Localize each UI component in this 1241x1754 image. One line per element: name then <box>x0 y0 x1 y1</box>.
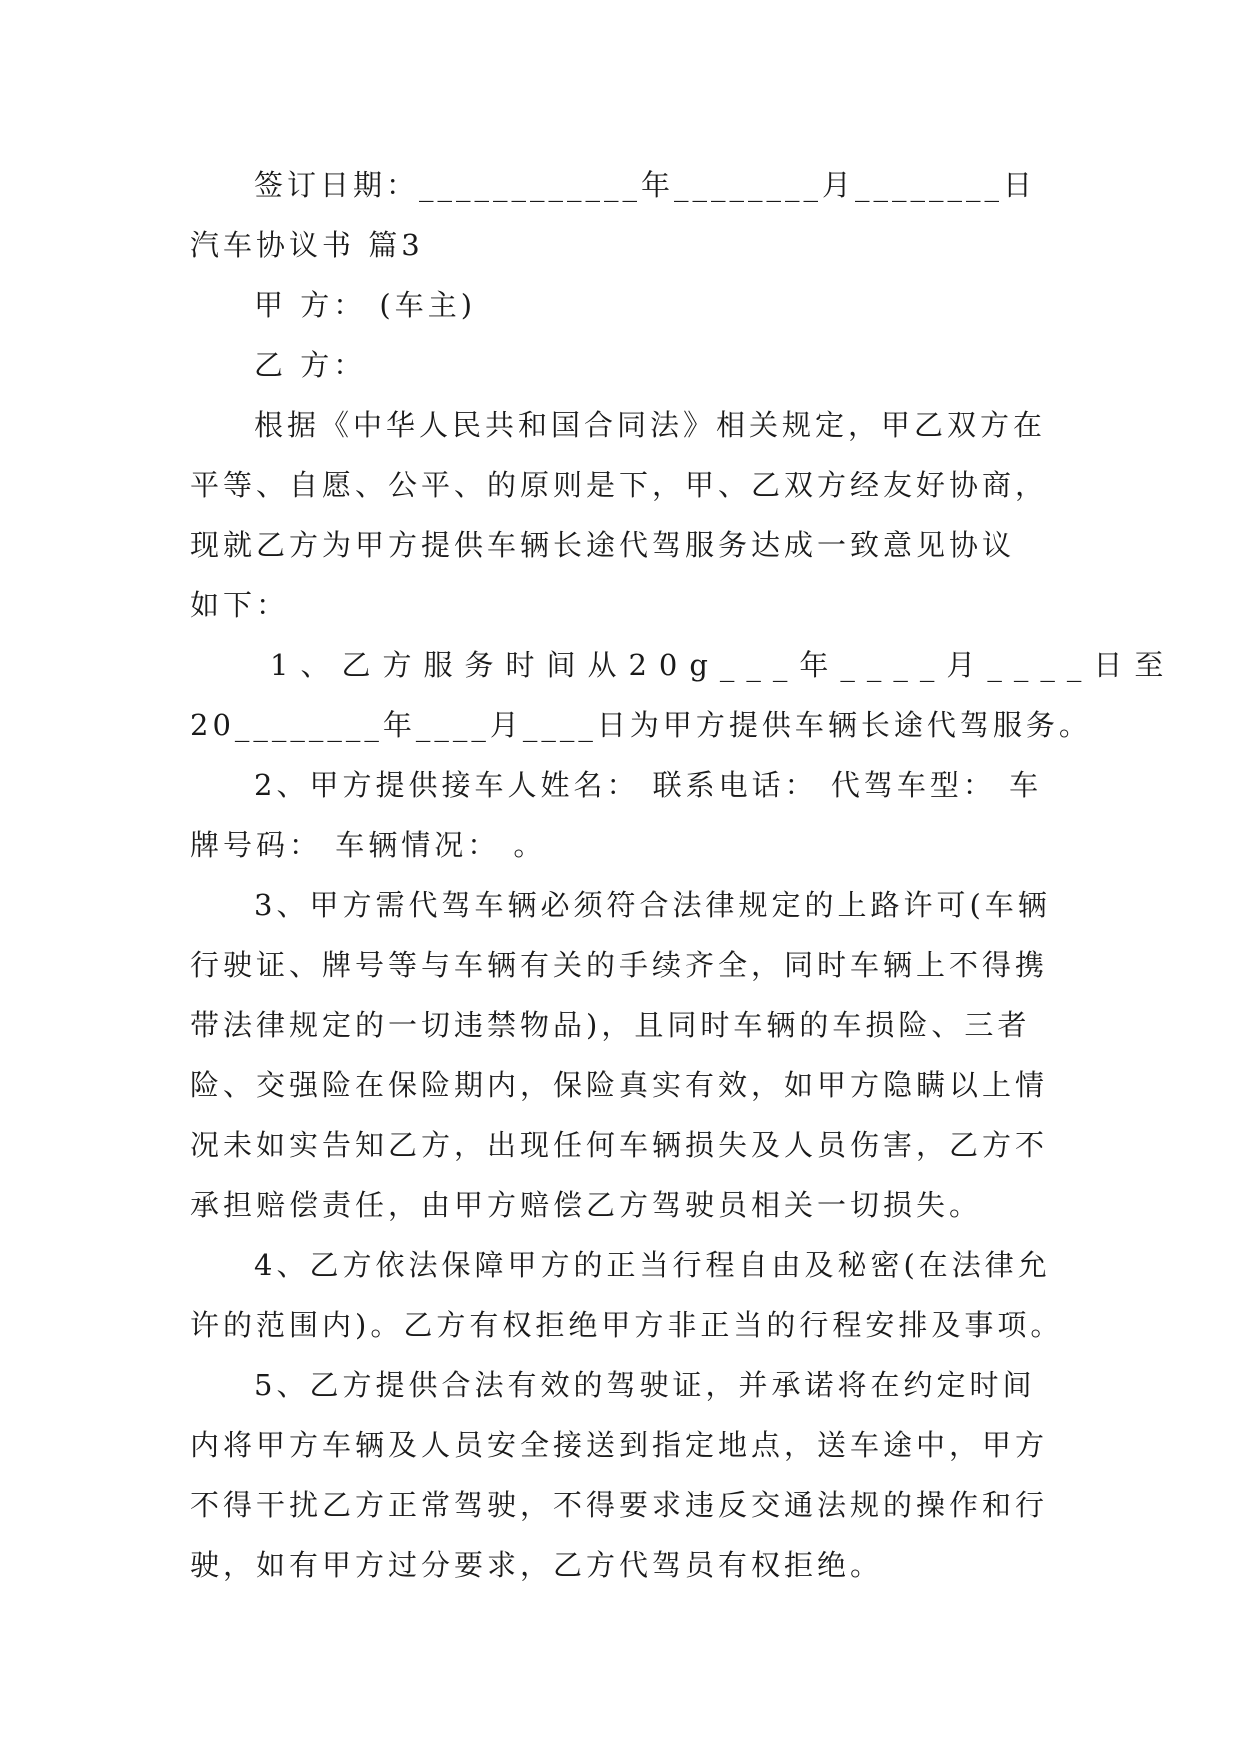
clause-5-line-2: 内将甲方车辆及人员安全接送到指定地点，送车途中，甲方 <box>190 1428 1049 1462</box>
clause-3-line-2: 行驶证、牌号等与车辆有关的手续齐全，同时车辆上不得携 <box>190 948 1049 982</box>
clause-3-line-1: 3、甲方需代驾车辆必须符合法律规定的上路许可(车辆 <box>254 888 1051 922</box>
preamble-line-2: 平等、自愿、公平、的原则是下，甲、乙双方经友好协商， <box>190 468 1049 502</box>
clause-1-line-1: 1、乙方服务时间从20g___年____月____日至 <box>270 648 1176 682</box>
party-a-line: 甲 方： (车主) <box>254 288 477 322</box>
clause-5-line-3: 不得干扰乙方正常驾驶，不得要求违反交通法规的操作和行 <box>190 1488 1049 1522</box>
clause-2-line-2: 牌号码： 车辆情况： 。 <box>190 828 547 862</box>
preamble-line-3: 现就乙方为甲方提供车辆长途代驾服务达成一致意见协议 <box>190 528 1016 562</box>
clause-2-line-1: 2、甲方提供接车人姓名： 联系电话： 代驾车型： 车 <box>254 768 1043 802</box>
clause-1-line-2: 20________年____月____日为甲方提供车辆长途代驾服务。 <box>190 708 1092 742</box>
clause-4-line-2: 许的范围内)。乙方有权拒绝甲方非正当的行程安排及事项。 <box>190 1308 1064 1342</box>
clause-4-line-1: 4、乙方依法保障甲方的正当行程自由及秘密(在法律允 <box>254 1248 1051 1282</box>
document-page <box>190 155 1176 1595</box>
party-b-line: 乙 方： <box>254 348 367 382</box>
preamble-line-1: 根据《中华人民共和国合同法》相关规定，甲乙双方在 <box>254 408 1047 442</box>
clause-5-line-4: 驶，如有甲方过分要求，乙方代驾员有权拒绝。 <box>190 1548 884 1582</box>
clause-3-line-6: 承担赔偿责任，由甲方赔偿乙方驾驶员相关一切损失。 <box>190 1188 983 1222</box>
clause-3-line-5: 况未如实告知乙方，出现任何车辆损失及人员伤害，乙方不 <box>190 1128 1049 1162</box>
clause-3-line-3: 带法律规定的一切违禁物品)，且同时车辆的车损险、三者 <box>190 1008 1031 1042</box>
preamble-line-4: 如下： <box>190 588 290 622</box>
document-title: 汽车协议书 篇3 <box>190 228 424 262</box>
clause-3-line-4: 险、交强险在保险期内，保险真实有效，如甲方隐瞒以上情 <box>190 1068 1049 1102</box>
clause-5-line-1: 5、乙方提供合法有效的驾驶证，并承诺将在约定时间 <box>254 1368 1036 1402</box>
signing-date-line: 签订日期：____________年________月________日 <box>254 168 1037 202</box>
